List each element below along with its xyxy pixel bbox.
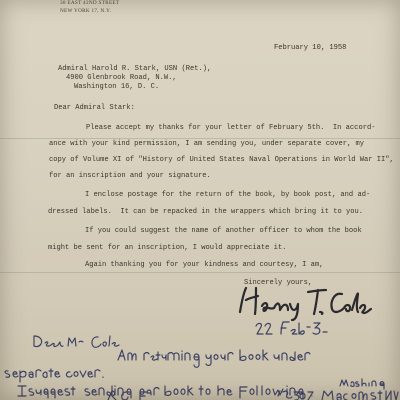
paper-fold: [0, 138, 400, 139]
addressee-name: Admiral Harold R. Stark, USN (Ret.),: [58, 65, 212, 73]
body-line: Please accept my thanks for your letter of February 5th. In accord-: [86, 124, 376, 132]
body-line: might be sent for an inscription, I would appreciate it.: [48, 244, 287, 252]
handwritten-note: [0, 330, 400, 400]
addressee-city: Washington 16, D. C.: [74, 83, 160, 91]
body-line: I enclose postage for the return of the book, by book post, and ad-: [85, 191, 371, 199]
letter-date: February 10, 1958: [274, 44, 347, 52]
closing: Sincerely yours,: [244, 279, 313, 287]
body-line: copy of Volume XI of "History of United States Naval Operations in World War II",: [49, 156, 394, 164]
body-line: ance with your kind permission, I am sending you, under separate cover, my: [49, 140, 365, 148]
letterhead-street: 30 EAST 42ND STREET: [60, 0, 120, 6]
body-line: If you could suggest the name of another officer to whom the book: [85, 227, 362, 235]
body-line: Again thanking you for your kindness and courtesy, I am,: [85, 261, 324, 269]
letterhead-city: NEW YORK 17, N.Y.: [60, 8, 112, 14]
paper-fold: [0, 272, 400, 273]
salutation: Dear Admiral Stark:: [54, 104, 135, 112]
body-line: for an inscription and your signature.: [49, 172, 211, 180]
signature: [234, 282, 374, 322]
addressee-street: 4900 Glenbrook Road, N.W.,: [66, 74, 177, 82]
body-line: dressed labels. It can be repacked in the wrappers which bring it to you.: [48, 208, 364, 216]
